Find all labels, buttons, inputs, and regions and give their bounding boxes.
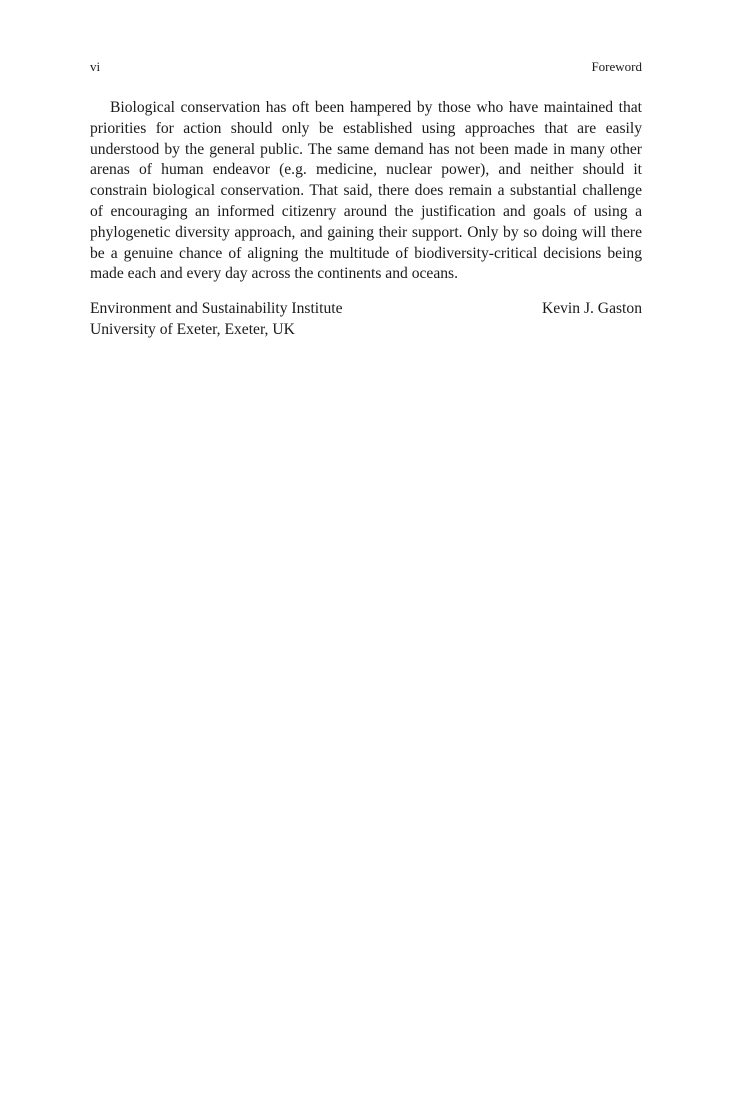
institution-location: University of Exeter, Exeter, UK [90,320,295,338]
author-name: Kevin J. Gaston [541,300,642,317]
page-number: vi [90,59,101,74]
running-head-title: Foreword [591,59,642,74]
institution-name: Environment and Sustainability Institute [90,300,343,317]
foreword-paragraph: Biological conservation has oft been hampered by those who have maintained that priorities for action should only be established using approaches that are easily understood by the general public. The same demand has not been made in many other arenas of human endeavor (e.g. medicine, nuclear power), and neither should it constrain biological conservation. That said, there does remain a substantial challenge of encouraging an informed citizenry around the justification and goals of using a phylogenetic diversity approach, and gaining their support. Only by so doing will there be a genuine chance of aligning the multitude of biodiversity-critical decisions being made each and every day across the continents and oceans. [90,99,642,283]
affiliation [90,299,343,341]
running-head [90,58,642,76]
